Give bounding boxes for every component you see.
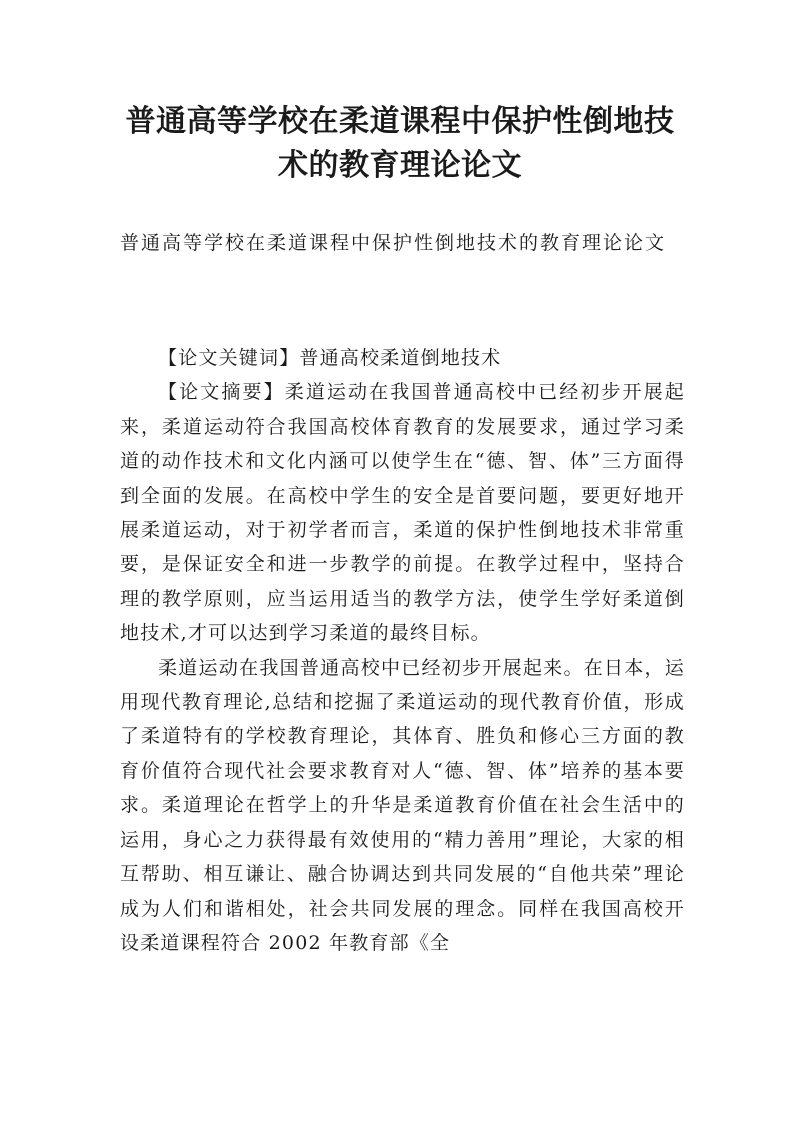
document-title-line-2: 术的教育理论论文 — [278, 148, 522, 183]
abstract-text: 柔道运动在我国普通高校中已经初步开展起来，柔道运动符合我国高校体育教育的发展要求，通过学习柔道的动作技术和文化内涵可以使学生在“德、智、体”三方面得到全面的发展。在高校中学生的安全是首要问题，要更好地开展柔道运动，对于初学者而言，柔道的保护性倒地技术非常重要，是保证安全和进一步教学的前提。在教学过程中，坚持合理的教学原则，应当运用适当的教学方法，使学生学好柔道倒地技术,才可以达到学习柔道的最终目标。 — [120, 381, 685, 645]
document-title — [100, 100, 700, 188]
document-subtitle: 普通高等学校在柔道课程中保护性倒地技术的教育理论论文 — [120, 232, 667, 254]
abstract-paragraph — [120, 375, 685, 650]
keywords-label: 【论文关键词】 — [158, 347, 300, 369]
keywords-paragraph — [120, 341, 685, 375]
keywords-text: 普通高校柔道倒地技术 — [299, 347, 502, 369]
body-paragraph-1: 柔道运动在我国普通高校中已经初步开展起来。在日本，运用现代教育理论,总结和挖掘了柔道运动的现代教育价值，形成了柔道特有的学校教育理论，其体育、胜负和修心三方面的教育价值符合现代社会要求教育对人“德、智、体”培养的基本要求。柔道理论在哲学上的升华是柔道教育价值在社会生活中的运用，身心之力获得最有效使用的“精力善用”理论，大家的相互帮助、相互谦让、融合协调达到共同发展的“自他共荣”理论成为人们和谐相处，社会共同发展的理念。同样在我国高校开设柔道课程符合 2002 年教育部《全 — [120, 656, 685, 954]
abstract-label: 【论文摘要】 — [158, 381, 285, 404]
document-body — [120, 341, 685, 960]
document-title-line-1: 普通高等学校在柔道课程中保护性倒地技 — [125, 104, 675, 139]
